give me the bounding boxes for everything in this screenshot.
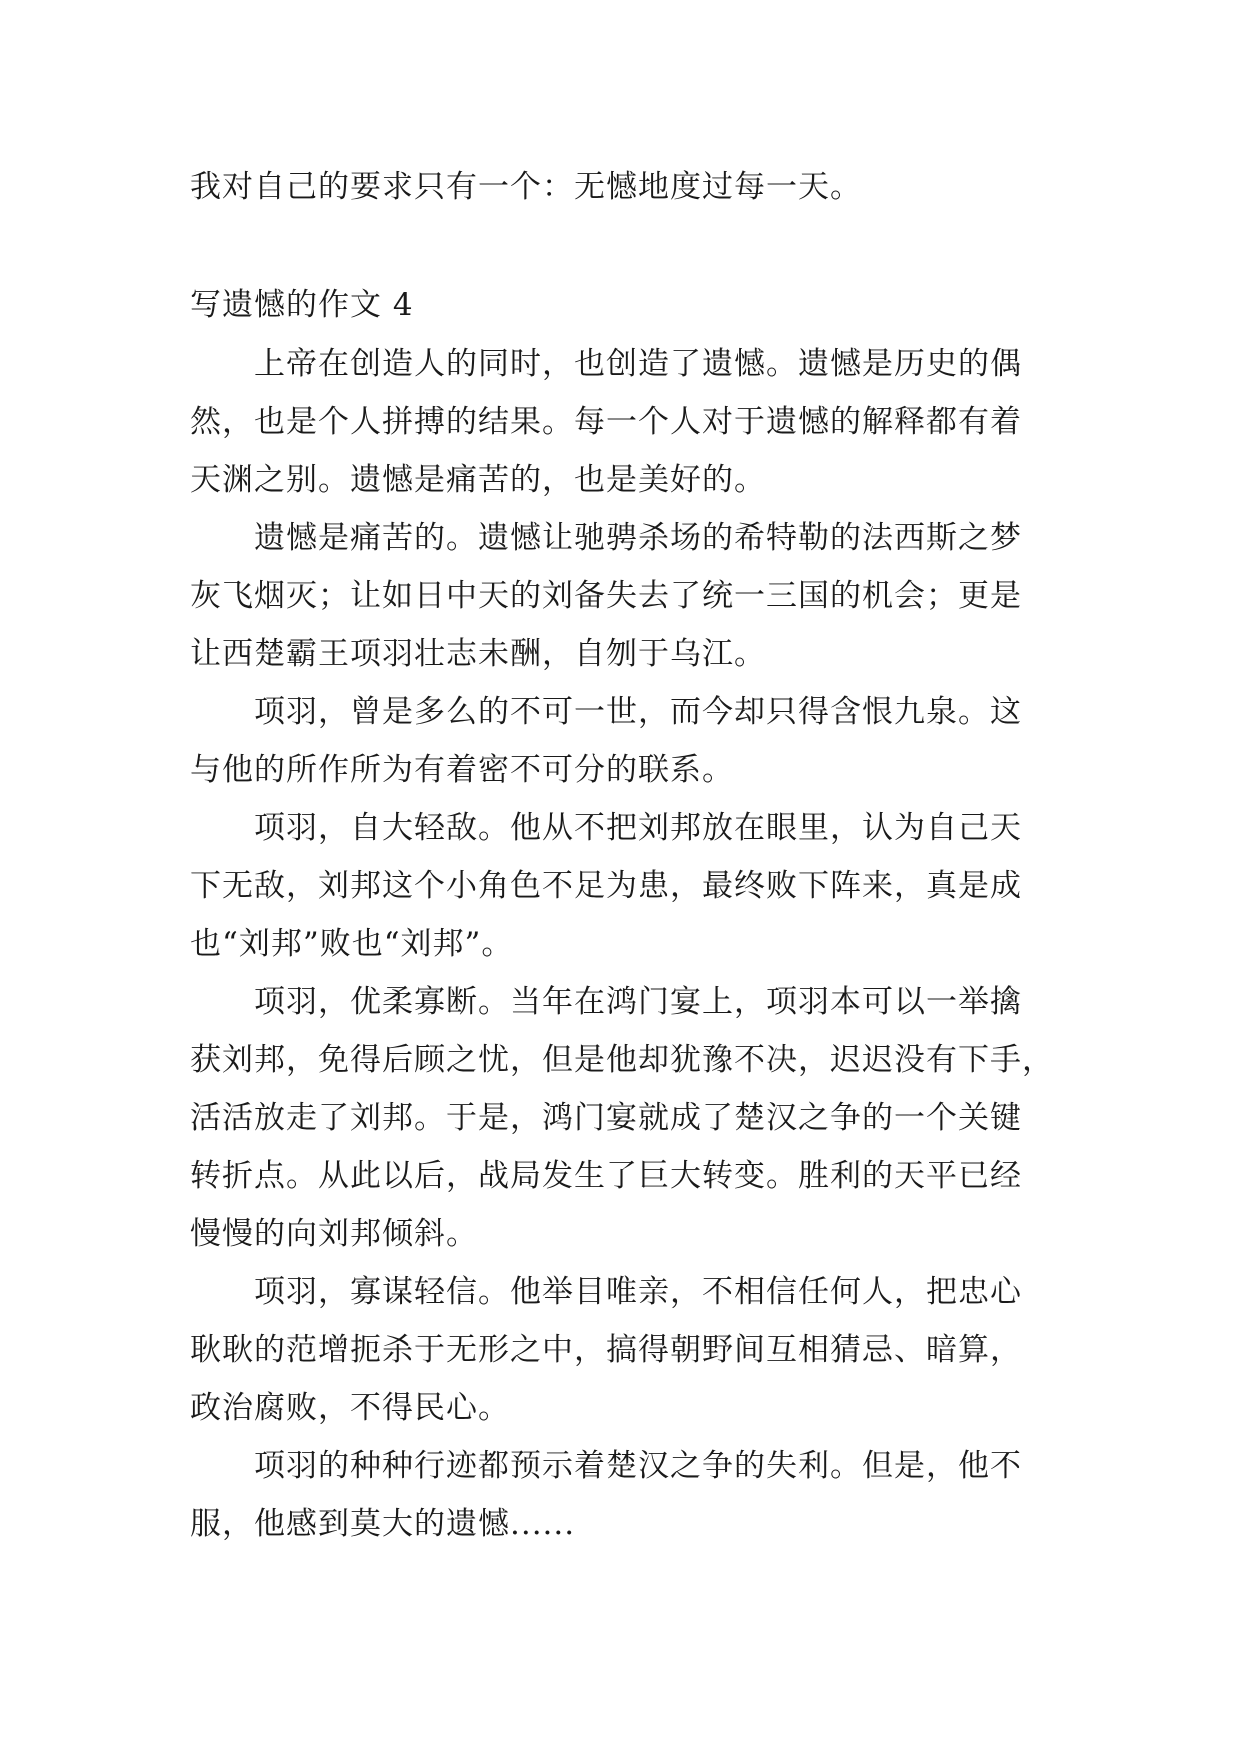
paragraph-line: 项羽，优柔寡断。当年在鸿门宴上，项羽本可以一举擒	[254, 984, 1022, 1020]
paragraph-line: 天渊之别。遗憾是痛苦的，也是美好的。	[190, 462, 766, 498]
paragraph-line: 项羽，曾是多么的不可一世，而今却只得含恨九泉。这	[254, 694, 1022, 730]
paragraph-line: 转折点。从此以后，战局发生了巨大转变。胜利的天平已经	[190, 1158, 1022, 1194]
paragraph-line: 慢慢的向刘邦倾斜。	[190, 1216, 478, 1252]
paragraph-line: 项羽，寡谋轻信。他举目唯亲，不相信任何人，把忠心	[254, 1274, 1022, 1310]
paragraph-line: 让西楚霸王项羽壮志未酬，自刎于乌江。	[190, 636, 766, 672]
paragraph-line: 遗憾是痛苦的。遗憾让驰骋杀场的希特勒的法西斯之梦	[254, 520, 1022, 556]
paragraph-line: 然，也是个人拼搏的结果。每一个人对于遗憾的解释都有着	[190, 404, 1022, 440]
paragraph-line: 项羽，自大轻敌。他从不把刘邦放在眼里，认为自己天	[254, 810, 1022, 846]
paragraph-line: 灰飞烟灭；让如日中天的刘备失去了统一三国的机会；更是	[190, 578, 1022, 614]
paragraph-line: 服，他感到莫大的遗憾......	[190, 1506, 576, 1542]
paragraph-line: 也“刘邦”败也“刘邦”。	[190, 926, 514, 962]
paragraph-line: 耿耿的范增扼杀于无形之中，搞得朝野间互相猜忌、暗算，	[190, 1332, 1022, 1368]
paragraph-line: 政治腐败，不得民心。	[190, 1390, 510, 1426]
paragraph-line: 与他的所作所为有着密不可分的联系。	[190, 752, 734, 788]
section-title: 写遗憾的作文 4	[190, 287, 414, 323]
paragraph-line: 上帝在创造人的同时，也创造了遗憾。遗憾是历史的偶	[254, 346, 1022, 382]
intro-line: 我对自己的要求只有一个：无憾地度过每一天。	[190, 169, 862, 205]
paragraph-line: 获刘邦，免得后顾之忧，但是他却犹豫不决，迟迟没有下手，	[190, 1042, 1054, 1078]
paragraph-line: 活活放走了刘邦。于是，鸿门宴就成了楚汉之争的一个关键	[190, 1100, 1022, 1136]
paragraph-line: 下无敌，刘邦这个小角色不足为患，最终败下阵来，真是成	[190, 868, 1022, 904]
paragraph-line: 项羽的种种行迹都预示着楚汉之争的失利。但是，他不	[254, 1448, 1022, 1484]
